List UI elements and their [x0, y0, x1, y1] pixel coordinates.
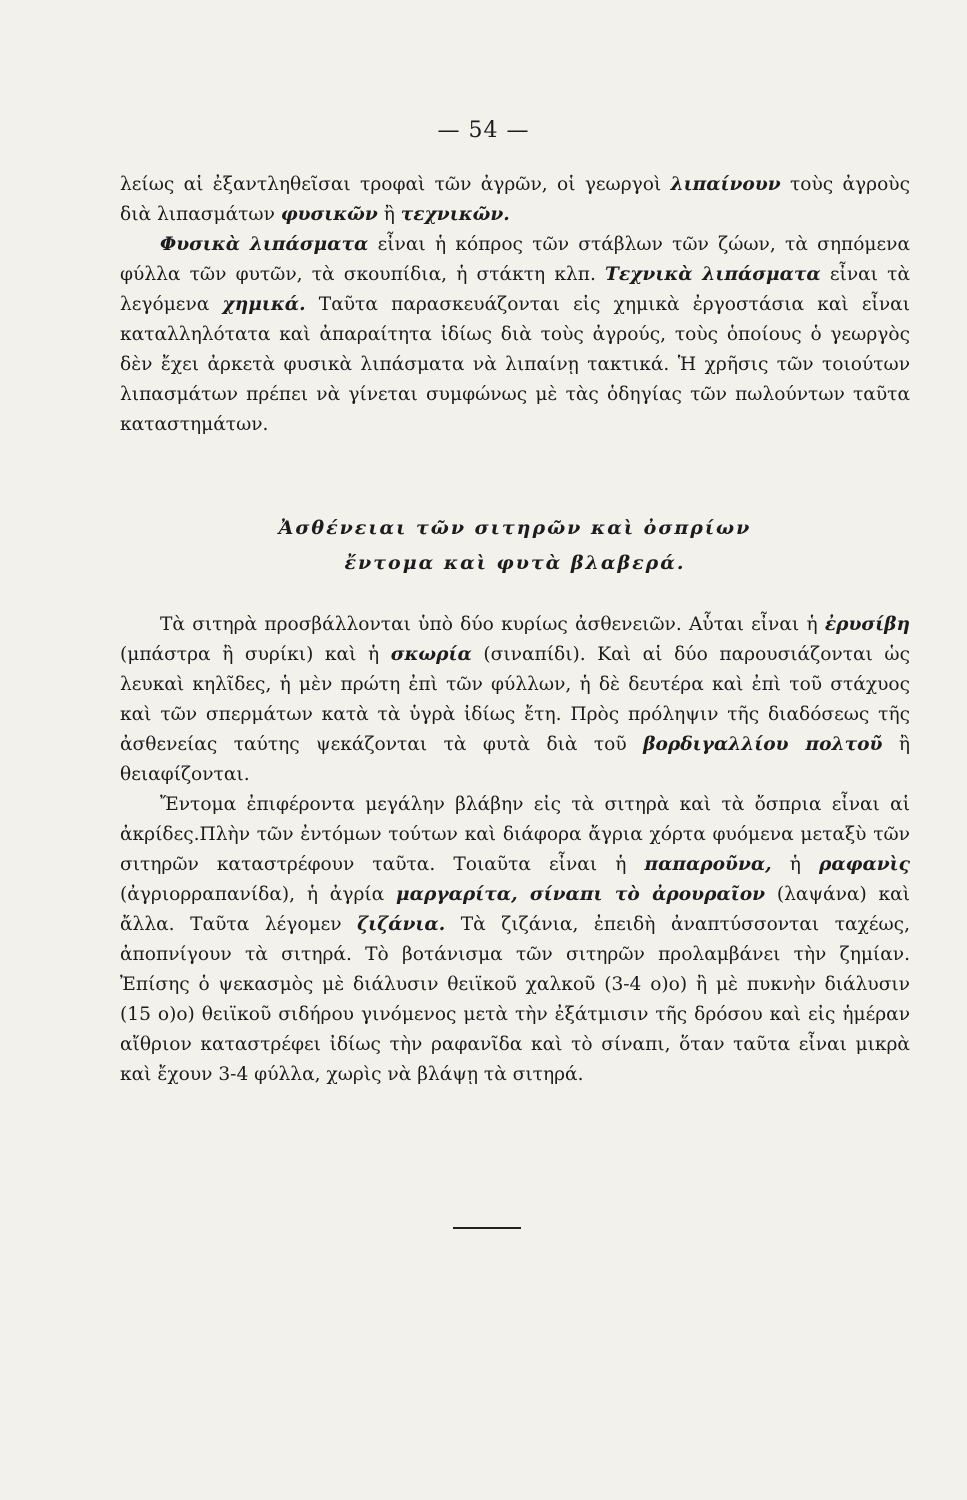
fertilizers-text: Ταῦτα παρασκευάζονται εἰς χημικὰ ἐργοστάσια καὶ εἶναι καταλληλότατα καὶ ἀπαραίτητα ἰδίως διὰ τοὺς ἀγρούς, τοὺς ὁποίους ὁ γεωργὸς δὲν ἔχει ἀρκετὰ φυσικὰ λιπάσματα νὰ λιπαίνῃ τακτικά. Ἡ χρῆσις τῶν τοιούτων λιπασμάτων πρέπει νὰ γίνεται συμφώνως μὲ τὰς ὁδηγίας τῶν πωλούντων ταῦτα καταστημάτων.	[120, 294, 910, 435]
term-skoria: σκωρία	[390, 644, 472, 665]
diseases-text: Τὰ σιτηρὰ προσβάλλονται ὑπὸ δύο κυρίως ἀσθενειῶν. Αὗται εἶναι ἡ	[160, 614, 825, 635]
section-heading: Ἀσθένειαι τῶν σιτηρῶν καὶ ὀσπρίων	[278, 517, 752, 539]
lower-text-block	[120, 610, 910, 1090]
insects-text: (ἀγριορραπανίδα), ἡ ἀγρία	[120, 884, 397, 905]
intro-paragraph	[120, 170, 910, 230]
diseases-text: (σιναπίδι). Καὶ αἱ δύο παρουσιάζονται ὡς λευκαὶ κηλῖδες, ἡ μὲν πρώτη ἐπὶ τῶν φύλλων, ἡ δὲ δευτέρα καὶ ἐπὶ τοῦ στάχυος καὶ τῶν σπερμάτων κατὰ τὰ ὑγρὰ ἰδίως ἔτη. Πρὸς πρόληψιν τῆς διαδόσεως τῆς ἀσθενείας ταύτης ψεκάζονται τὰ φυτὰ διὰ τοῦ	[120, 644, 911, 755]
insects-text: Ἔντομα ἐπιφέροντα μεγάλην βλάβην εἰς τὰ σιτηρὰ καὶ τὰ ὄσπρια εἶναι αἱ ἀκρίδες.Πλὴν τῶν ἐντόμων τούτων καὶ διάφορα ἄγρια χόρτα φυόμενα μεταξὺ τῶν σιτηρῶν καταστρέφουν ταῦτα. Τοιαῦτα εἶναι ἡ	[120, 794, 910, 875]
term-zizania: ζιζάνια.	[357, 914, 446, 935]
insects-text: Τὰ ζιζάνια, ἐπειδὴ ἀναπτύσσονται ταχέως, ἀποπνίγουν τὰ σιτηρά. Τὸ βοτάνισμα τῶν σιτηρῶν προλαμβάνει τὴν ζημίαν. Ἐπίσης ὁ ψεκασμὸς μὲ διάλυσιν θειϊκοῦ χαλκοῦ (3-4 ο)ο) ἢ μὲ πυκνὴν διάλυσιν (15 ο)ο) θειϊκοῦ σιδήρου γινόμενος μετὰ τὴν ἐξάτμισιν τῆς δρόσου καὶ εἰς ἡμέραν αἴθριον καταστρέφει ἰδίως τὴν ραφανῖδα καὶ τὸ σίναπι, ὅταν ταῦτα εἶναι μικρὰ καὶ ἔχουν 3-4 φύλλα, χωρὶς νὰ βλάψῃ τὰ σιτηρά.	[120, 914, 910, 1085]
insects-paragraph	[120, 790, 910, 1090]
intro-text: τοὺς ἀγροὺς διὰ λιπασμάτων	[120, 174, 910, 225]
section-subheading: ἔντομα καὶ φυτὰ βλαβερά.	[344, 552, 686, 574]
intro-text: λείως αἱ ἐξαντληθεῖσαι τροφαὶ τῶν ἀγρῶν, οἱ γεωργοὶ	[120, 174, 671, 195]
term-bordigalliou-poltou: βορδιγαλλίου πολτοῦ	[643, 734, 883, 755]
fertilizers-text: εἶναι τὰ λεγόμενα	[120, 264, 911, 315]
upper-text-block	[120, 170, 910, 440]
fertilizers-text: εἶναι ἡ κόπρος τῶν στάβλων τῶν ζώων, τὰ σηπόμενα φύλλα τῶν φυτῶν, τὰ σκουπίδια, ἡ στάκτη κλπ.	[120, 234, 911, 285]
term-physika-lipasmata: Φυσικὰ λιπάσματα	[160, 234, 369, 255]
intro-text: ἢ	[377, 204, 401, 225]
insects-text: (λαψάνα) καὶ ἄλλα. Ταῦτα λέγομεν	[120, 884, 910, 935]
diseases-text: ἢ θειαφίζονται.	[120, 734, 910, 785]
term-technikon: τεχνικῶν.	[400, 204, 510, 225]
term-margarita-sinapi: μαργαρίτα, σίναπι τὸ ἀρουραῖον	[396, 884, 766, 905]
insects-text: ἡ	[771, 854, 819, 875]
diseases-text: (μπάστρα ἢ συρίκι) καὶ ἡ	[120, 644, 391, 665]
section-end-rule	[453, 1227, 521, 1229]
term-chimika: χημικά.	[222, 294, 306, 315]
term-lipainoun: λιπαίνουν	[670, 174, 781, 195]
diseases-paragraph	[120, 610, 910, 790]
term-paparouna: παπαροῦνα,	[644, 854, 772, 875]
fertilizers-paragraph	[120, 230, 910, 440]
term-technika-lipasmata: Τεχνικὰ λιπάσματα	[605, 264, 821, 285]
term-physikon: φυσικῶν	[280, 204, 378, 225]
term-erysivi: ἐρυσίβη	[824, 614, 910, 635]
page-number: — 54 —	[437, 118, 530, 143]
term-rafanis: ραφανὶς	[818, 854, 910, 875]
